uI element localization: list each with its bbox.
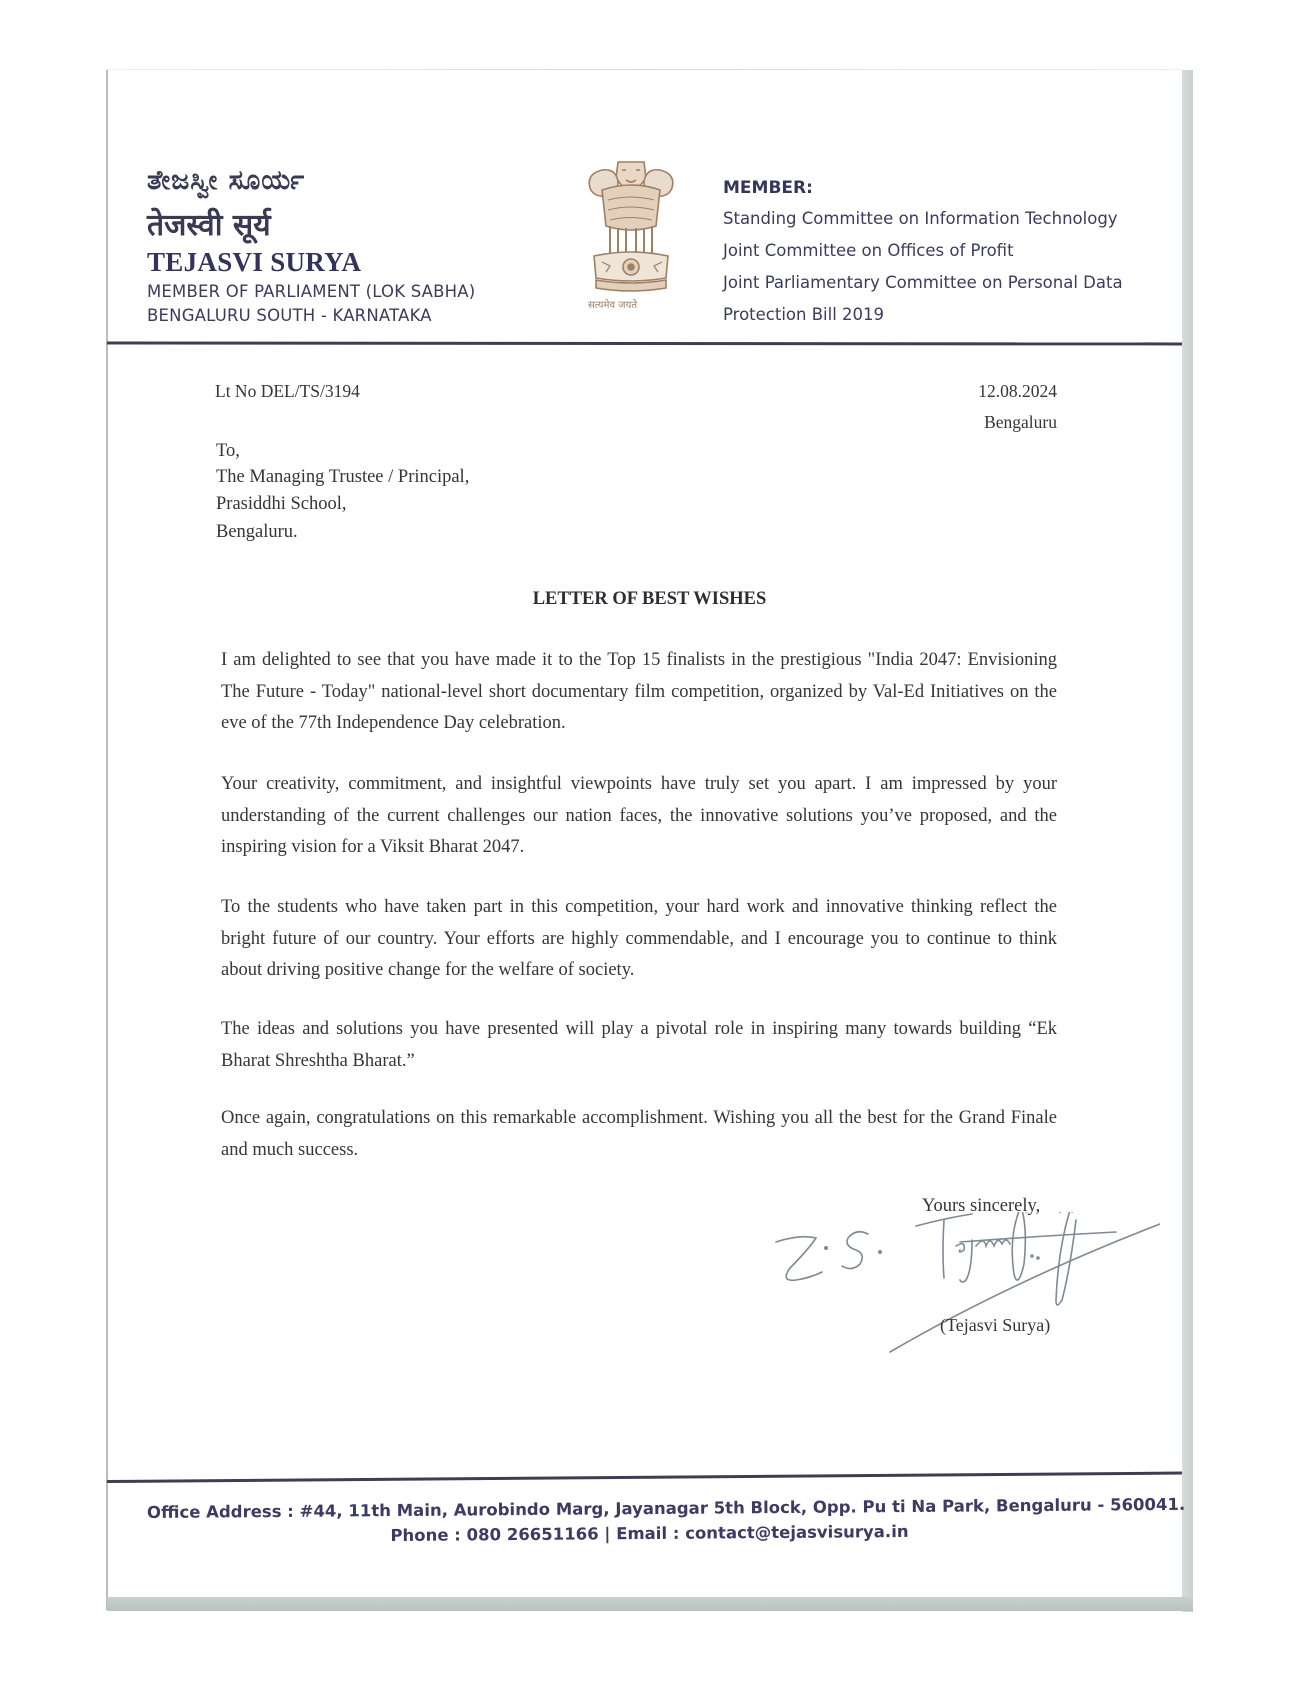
paper-left-edge [106,70,108,1610]
paper-right-shadow [1182,70,1193,1612]
committee-item: Joint Parliamentary Committee on Personal Data [723,273,1123,292]
signatory-name: (Tejasvi Surya) [940,1315,1051,1335]
closing-text: Yours sincerely, [922,1196,1041,1216]
body-paragraph: Once again, congratulations on this remarkable accomplishment. Wishing you all the best for the Grand Finale and much success. [221,1108,1057,1160]
recipient-salutation: To, [216,441,240,461]
body-paragraph: Your creativity, commitment, and insightful viewpoints have truly set you apart. I am impressed by your understanding of the current challenges our nation faces, the innovative solutions you’ve proposed, and the inspiring vision for a Viksit Bharat 2047. [221,774,1057,857]
recipient-line: Prasiddhi School, [216,494,347,514]
emblem-motto: सत्यमेव जयते [588,300,638,311]
footer-address: Office Address : #44, 11th Main, Aurobindo Marg, Jayanagar 5th Block, Opp. Pu ti Na Park, Bengaluru - 560041. [146,1494,1186,1522]
letterhead-designation: MEMBER OF PARLIAMENT (LOK SABHA) [147,282,476,301]
letterhead-name-hindi: तेजस्वी सूर्य [147,208,271,243]
member-heading: MEMBER: [723,178,813,198]
committee-item: Joint Committee on Offices of Profit [723,241,1014,260]
committee-item: Standing Committee on Information Technology [723,209,1118,228]
letter-date: 12.08.2024 [978,381,1057,401]
letterhead-constituency: BENGALURU SOUTH - KARNATAKA [147,306,432,325]
body-paragraph: To the students who have taken part in this competition, your hard work and innovative thinking reflect the bright future of our country. Your efforts are highly commendable, and I encourage you to continue to think about driving positive change for the welfare of society. [221,897,1057,980]
body-paragraph: The ideas and solutions you have presented will play a pivotal role in inspiring many towards building “Ek Bharat Shreshtha Bharat.” [221,1019,1057,1071]
committee-item: Protection Bill 2019 [723,305,885,324]
footer-contact: Phone : 080 26651166 | Email : contact@tejasvisurya.in [390,1521,909,1546]
paper-bottom-shadow [107,1597,1193,1611]
letter-reference: Lt No DEL/TS/3194 [215,381,360,401]
recipient-line: The Managing Trustee / Principal, [216,467,470,487]
body-paragraph: I am delighted to see that you have made it to the Top 15 finalists in the prestigious "India 2047: Envisioning The Future - Today" national-level short documentary film competition, organized by Val-Ed Initiatives on the eve of the 77th Independence Day celebration. [221,650,1057,733]
recipient-line: Bengaluru. [216,522,298,542]
letterhead-name-english: TEJASVI SURYA [147,247,362,277]
letter-title: LETTER OF BEST WISHES [532,589,767,609]
state-emblem-icon [580,156,682,298]
signature-icon [770,1212,1160,1362]
letterhead-name-kannada: ತೇಜಸ್ವೀ ಸೂರ್ಯ [147,165,306,196]
letter-place: Bengaluru [984,412,1057,432]
